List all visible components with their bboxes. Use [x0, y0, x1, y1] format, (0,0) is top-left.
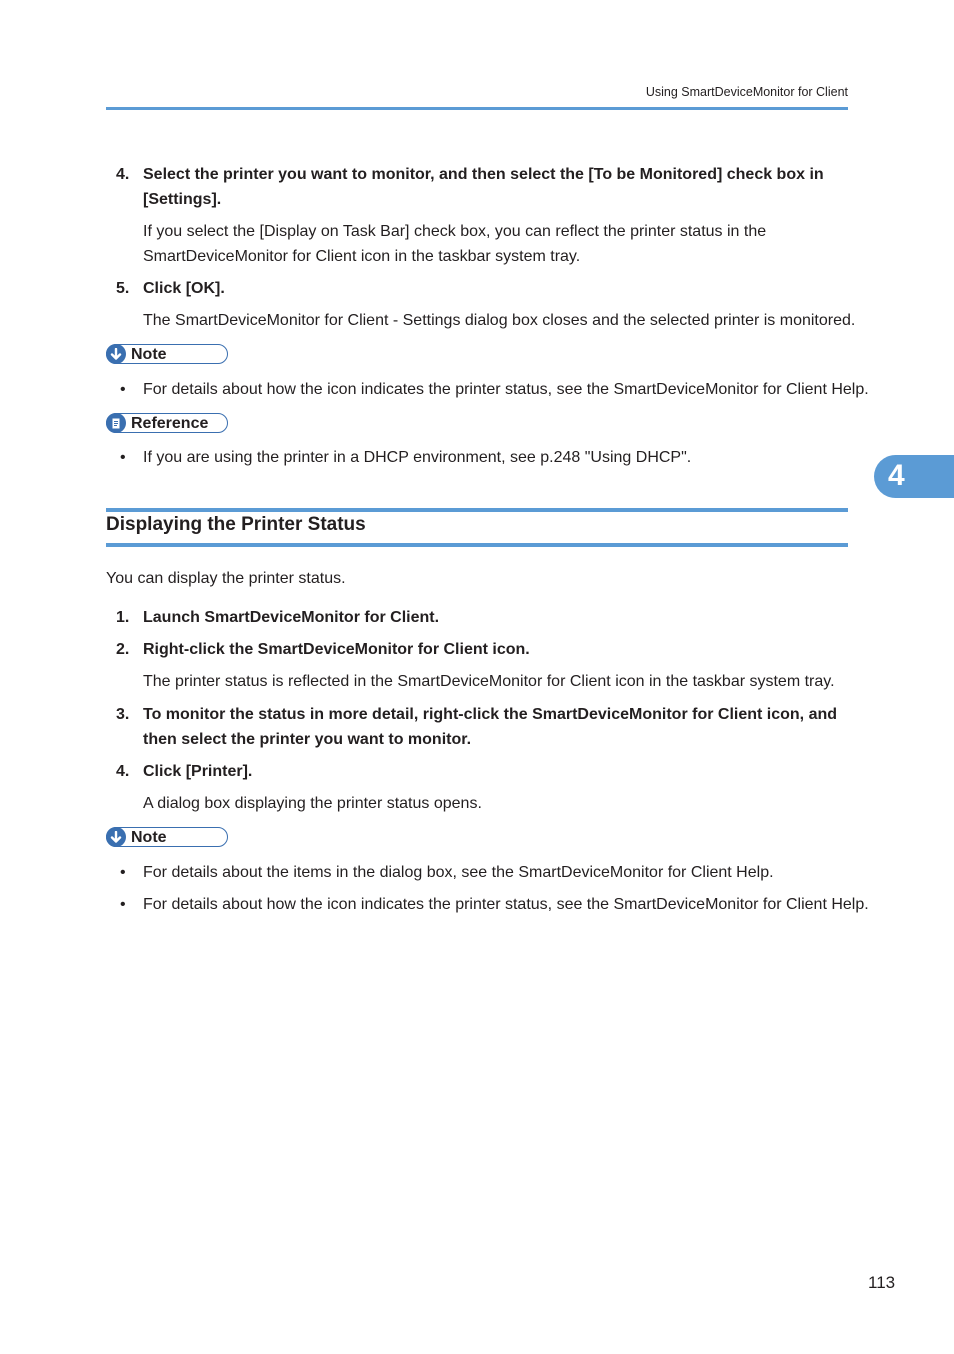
note-badge	[106, 344, 228, 364]
step-text: Launch SmartDeviceMonitor for Client.	[143, 609, 440, 626]
step-3-monitor-detail	[106, 702, 848, 752]
bullet-dot: •	[120, 381, 126, 398]
note-bullet-item	[106, 860, 854, 885]
step-number: 1.	[116, 609, 130, 626]
page-number: 113	[868, 1273, 896, 1292]
reference-label: Reference	[131, 415, 209, 432]
step-number: 4.	[116, 166, 130, 183]
reference-badge	[106, 413, 228, 433]
bullet-dot: •	[120, 896, 126, 913]
step-5-description: The SmartDeviceMonitor for Client - Settings dialog box closes and the selected printer is monitored.	[143, 312, 856, 329]
document-icon	[106, 413, 126, 433]
bullet-text: If you are using the printer in a DHCP environment, see p.248 "Using DHCP".	[143, 449, 692, 466]
chapter-tab	[874, 455, 954, 498]
step-2-description: The printer status is reflected in the SmartDeviceMonitor for Client icon in the taskbar system tray.	[143, 673, 835, 690]
step-4-description: A dialog box displaying the printer status opens.	[143, 795, 482, 812]
section-intro: You can display the printer status.	[106, 570, 346, 587]
section-title: Displaying the Printer Status	[106, 514, 366, 535]
running-header: Using SmartDeviceMonitor for Client	[645, 85, 848, 99]
down-arrow-icon	[106, 344, 126, 364]
bullet-dot: •	[120, 449, 126, 466]
step-4-click-printer	[106, 759, 848, 784]
section-rule-bottom	[106, 543, 848, 547]
step-number: 2.	[116, 641, 130, 658]
note-bullet-item	[106, 377, 869, 402]
note-badge	[106, 827, 228, 847]
note-bullet-item	[106, 892, 869, 917]
step-text: Right-click the SmartDeviceMonitor for Client icon.	[143, 641, 530, 658]
header-rule	[106, 107, 848, 110]
step-1-launch	[106, 605, 848, 630]
bullet-text: For details about how the icon indicates the printer status, see the SmartDeviceMonitor for Client Help.	[143, 896, 869, 913]
step-number: 5.	[116, 280, 130, 297]
step-text: Click [Printer].	[143, 763, 253, 780]
step-5-click-ok	[106, 276, 848, 301]
step-number: 4.	[116, 763, 130, 780]
note-label: Note	[131, 346, 167, 363]
step-4-description: If you select the [Display on Task Bar] check box, you can reflect the printer status in the SmartDeviceMonitor for Client icon in the taskbar system tray.	[143, 223, 767, 265]
down-arrow-icon	[106, 827, 126, 847]
section-rule-top	[106, 508, 848, 512]
step-4-select-printer	[106, 162, 848, 212]
step-text: Click [OK].	[143, 280, 225, 297]
chapter-number: 4	[888, 459, 905, 492]
reference-bullet-item	[106, 445, 854, 470]
step-2-right-click	[106, 637, 848, 662]
bullet-text: For details about the items in the dialog box, see the SmartDeviceMonitor for Client Help.	[143, 864, 774, 881]
note-label: Note	[131, 829, 167, 846]
step-number: 3.	[116, 706, 130, 723]
step-text: To monitor the status in more detail, right-click the SmartDeviceMonitor for Client icon, and then select the printer you want to monitor.	[143, 706, 838, 748]
bullet-dot: •	[120, 864, 126, 881]
bullet-text: For details about how the icon indicates the printer status, see the SmartDeviceMonitor for Client Help.	[143, 381, 869, 398]
step-text: Select the printer you want to monitor, and then select the [To be Monitored] check box in [Settings].	[143, 166, 824, 208]
